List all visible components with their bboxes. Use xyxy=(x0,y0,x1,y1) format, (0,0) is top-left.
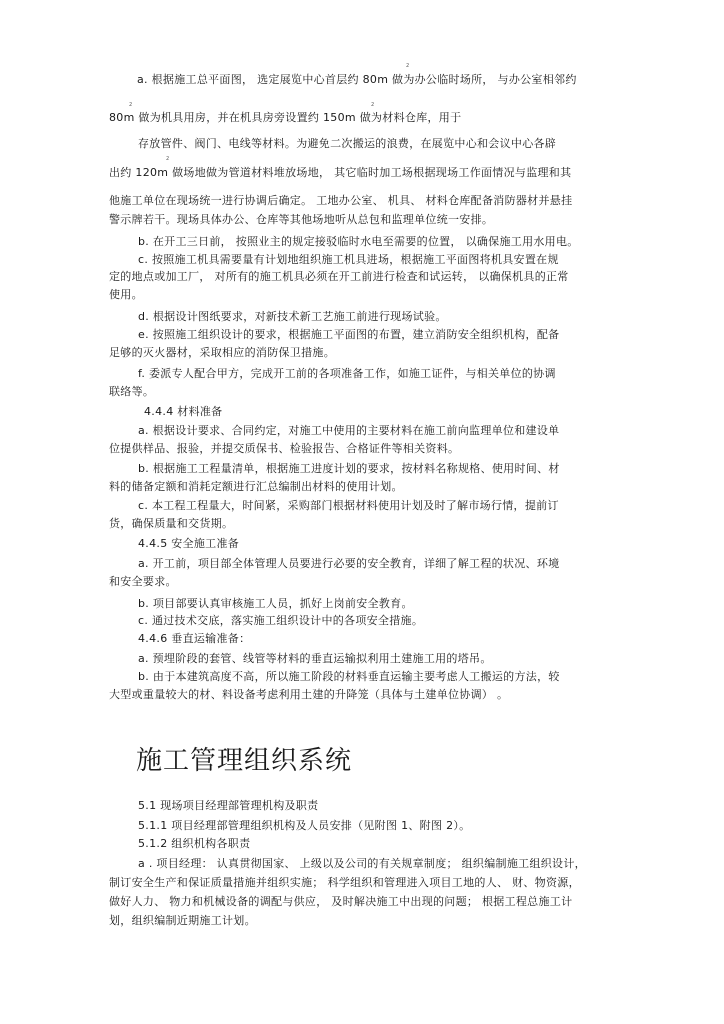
text-line: 划，组织编制近期施工计划。 xyxy=(109,914,256,927)
superscript-mark: 2 xyxy=(166,156,170,162)
text-line: 和安全要求。 xyxy=(109,575,177,588)
text-line: 料的储备定额和消耗定额进行汇总编制出材料的使用计划。 xyxy=(109,480,403,493)
text-line: f. 委派专人配合甲方，完成开工前的各项准备工作，如施工证件，与相关单位的协调 xyxy=(138,367,556,380)
text-line: 做好人力、 物力和机械设备的调配与供应， 及时解决施工中出现的问题； 根据工程总施工计 xyxy=(109,895,573,908)
text-line: a. 预埋阶段的套管、线管等材料的垂直运输拟利用土建施工用的塔吊。 xyxy=(138,652,492,665)
section-heading: 4.4.4 材料准备 xyxy=(144,405,223,418)
section-heading: 5.1.1 项目经理部管理组织机构及人员安排（见附图 1、附图 2）。 xyxy=(138,819,471,832)
text-line: 联络等。 xyxy=(109,385,155,398)
text-line: b. 根据施工工程量清单，根据施工进度计划的要求，按材料名称规格、使用时间、材 xyxy=(138,462,560,475)
text-line: 警示牌若干。现场具体办公、仓库等其他场地听从总包和监理单位统一安排。 xyxy=(109,213,494,226)
text-line: c. 按照施工机具需要量有计划地组织施工机具进场，根据施工平面图将机具安置在规 xyxy=(138,253,559,266)
section-heading: 4.4.5 安全施工准备 xyxy=(138,537,240,550)
text-line: d. 根据设计图纸要求，对新技术新工艺施工前进行现场试验。 xyxy=(138,310,447,323)
section-heading: 5.1 现场项目经理部管理机构及职责 xyxy=(138,799,319,812)
text-line: 位提供样品、报验，并提交质保书、检验报告、合格证件等相关资料。 xyxy=(109,442,460,455)
section-heading: 4.4.6 垂直运输准备： xyxy=(138,632,251,645)
text-line: a. 根据设计要求、合同约定，对施工中使用的主要材料在施工前向监理单位和建设单 xyxy=(138,424,560,437)
section-heading: 5.1.2 组织机构各职责 xyxy=(138,837,251,850)
text-line: c. 本工程工程量大，时间紧，采购部门根据材料使用计划及时了解市场行情，提前订 xyxy=(138,499,559,512)
text-line: 使用。 xyxy=(109,288,143,301)
text-line: 货，确保质量和交货期。 xyxy=(109,517,234,530)
text-line: c. 通过技术交底，落实施工组织设计中的各项安全措施。 xyxy=(138,614,424,627)
text-line: b. 由于本建筑高度不高，所以施工阶段的材料垂直运输主要考虑人工搬运的方法，较 xyxy=(138,670,560,683)
text-line: 存放管件、阀门、电线等材料。为避免二次搬运的浪费，在展览中心和会议中心各辟 xyxy=(138,137,557,150)
text-line: e. 按照施工组织设计的要求，根据施工平面图的布置，建立消防安全组织机构，配备 xyxy=(138,328,560,341)
superscript-mark: 2 xyxy=(371,102,375,108)
text-line: 大型或重量较大的材、料设备考虑利用土建的升降笼（具体与土建单位协调） 。 xyxy=(109,688,509,701)
text-line: 足够的灭火器材，采取相应的消防保卫措施。 xyxy=(109,346,335,359)
text-line: b. 项目部要认真审核施工人员，抓好上岗前安全教育。 xyxy=(138,597,413,610)
text-line: 他施工单位在现场统一进行协调后确定。 工地办公室、 机具、 材料仓库配备消防器材并悬挂 xyxy=(109,194,573,207)
text-line: 80m 做为机具用房，并在机具房旁设置约 150m 做为材料仓库，用于 xyxy=(109,111,462,124)
text-line: a. 根据施工总平面图， 选定展览中心首层约 80m 做为办公临时场所， 与办公室相邻约 xyxy=(137,73,577,86)
chapter-title: 施工管理组织系统 xyxy=(136,746,353,776)
superscript-mark: 2 xyxy=(406,63,410,69)
text-line: 定的地点或加工厂， 对所有的施工机具必须在开工前进行检查和试运转， 以确保机具的正常 xyxy=(109,270,569,283)
text-line: 出约 120m 做场地做为管道材料堆放场地， 其它临时加工场根据现场工作面情况与监理和其 xyxy=(109,166,572,179)
text-line: a . 项目经理： 认真贯彻国家、 上级以及公司的有关规章制度； 组织编制施工组织设计， xyxy=(138,857,586,870)
text-line: a. 开工前，项目部全体管理人员要进行必要的安全教育，详细了解工程的状况、环境 xyxy=(138,557,560,570)
text-line: 制订安全生产和保证质量措施并组织实施； 科学组织和管理进入项目工地的人、 财、物资源， xyxy=(109,876,580,889)
superscript-mark: 2 xyxy=(129,102,133,108)
text-line: b. 在开工三日前， 按照业主的规定接驳临时水电至需要的位置， 以确保施工用水用电。 xyxy=(138,235,579,248)
